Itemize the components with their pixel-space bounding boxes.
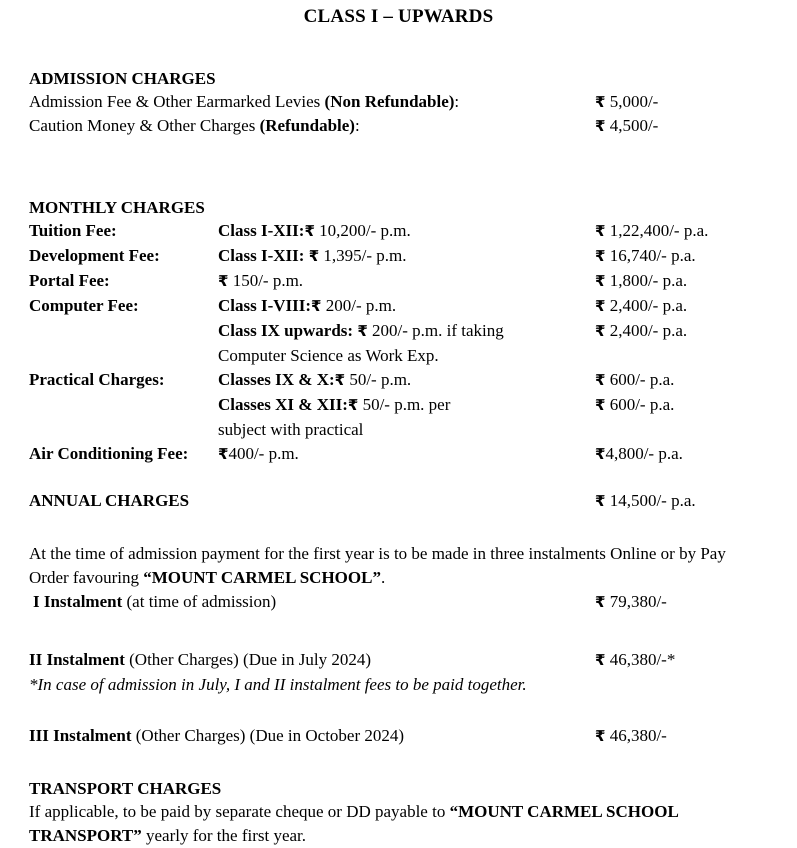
section-heading-transport: TRANSPORT CHARGES bbox=[29, 779, 222, 798]
section-heading-admission: ADMISSION CHARGES bbox=[29, 69, 216, 88]
rupee-icon: ₹ bbox=[308, 248, 320, 265]
rupee-icon: ₹ bbox=[595, 446, 606, 463]
monthly-row-class-range: Classes IX & X: bbox=[218, 370, 335, 389]
monthly-row-monthly-amount: 50/- p.m. bbox=[349, 370, 412, 389]
section-heading-annual: ANNUAL CHARGES bbox=[29, 491, 190, 510]
instalment-description bbox=[33, 590, 595, 614]
rupee-icon: ₹ bbox=[304, 223, 315, 240]
rupee-icon: ₹ bbox=[334, 372, 346, 389]
instalment-detail: (Other Charges) (Due in July 2024) bbox=[124, 650, 372, 669]
section-heading-monthly: MONTHLY CHARGES bbox=[29, 198, 205, 217]
rupee-icon: ₹ bbox=[595, 94, 606, 111]
annual-charges-amount-value: 14,500/- p.a. bbox=[609, 491, 696, 510]
monthly-row-detail bbox=[218, 368, 595, 393]
admission-row-colon: : bbox=[454, 92, 460, 111]
monthly-row-annual-value: 2,400/- p.a. bbox=[609, 296, 688, 315]
monthly-row-class-range: Class IX upwards: bbox=[218, 321, 354, 340]
spacer bbox=[0, 29, 797, 67]
fee-structure-document bbox=[0, 5, 797, 845]
rupee-icon: ₹ bbox=[595, 493, 606, 510]
rupee-icon: ₹ bbox=[218, 273, 229, 290]
spacer bbox=[0, 697, 797, 724]
instalment-amount bbox=[595, 590, 797, 615]
monthly-row-label: Air Conditioning Fee: bbox=[29, 444, 189, 463]
monthly-row-detail: Computer Science as Work Exp. bbox=[218, 346, 439, 365]
monthly-row bbox=[0, 442, 797, 467]
transport-text-end: yearly for the first year. bbox=[141, 826, 307, 845]
spacer bbox=[0, 514, 797, 542]
instalment-footnote: *In case of admission in July, I and II instalment fees to be paid together. bbox=[29, 675, 527, 694]
monthly-row-annual bbox=[595, 368, 797, 393]
monthly-row-detail bbox=[218, 244, 595, 269]
monthly-row-class-range: Class I-XII: bbox=[218, 246, 305, 265]
admission-row bbox=[0, 90, 797, 114]
instalment-amount-value: 46,380/- bbox=[609, 726, 667, 745]
monthly-row-monthly-amount: 200/- p.m. if taking bbox=[372, 321, 504, 340]
admission-row-description bbox=[29, 114, 595, 137]
admission-row-amount-value: 4,500/- bbox=[609, 116, 659, 135]
monthly-row-label: Practical Charges: bbox=[29, 370, 165, 389]
rupee-icon: ₹ bbox=[218, 446, 229, 463]
monthly-row-label: Development Fee: bbox=[29, 246, 160, 265]
monthly-row-annual bbox=[595, 219, 797, 244]
monthly-row-annual bbox=[595, 244, 797, 269]
admission-row-text: Admission Fee & Other Earmarked Levies bbox=[29, 92, 325, 111]
rupee-icon: ₹ bbox=[595, 118, 606, 135]
monthly-row-label: Tuition Fee: bbox=[29, 221, 117, 240]
transport-text-start: If applicable, to be paid by separate cheque or DD payable to bbox=[29, 802, 450, 821]
payment-instructions-text-end: . bbox=[380, 568, 386, 587]
monthly-row-annual bbox=[595, 319, 797, 344]
monthly-row-annual-value: 16,740/- p.a. bbox=[609, 246, 696, 265]
monthly-row-monthly-amount: 1,395/- p.m. bbox=[323, 246, 407, 265]
monthly-row-annual-value: 1,22,400/- p.a. bbox=[609, 221, 709, 240]
rupee-icon: ₹ bbox=[595, 298, 606, 315]
monthly-row-continuation bbox=[0, 344, 797, 368]
instalment-detail: (Other Charges) (Due in October 2024) bbox=[131, 726, 405, 745]
rupee-icon: ₹ bbox=[595, 223, 606, 240]
monthly-row-annual bbox=[595, 294, 797, 319]
spacer bbox=[0, 615, 797, 648]
payment-instructions-text: At the time of admission payment for the first year is to be made in three instalments Online or by Pay Order favouring bbox=[29, 544, 726, 587]
monthly-row bbox=[0, 244, 797, 269]
admission-row-amount bbox=[595, 114, 797, 138]
monthly-row-detail: subject with practical bbox=[218, 420, 364, 439]
school-name: “MOUNT CARMEL SCHOOL” bbox=[143, 568, 381, 587]
monthly-row-detail bbox=[218, 442, 595, 467]
monthly-row-detail bbox=[218, 269, 595, 294]
instalment-row bbox=[0, 648, 797, 673]
spacer bbox=[0, 749, 797, 777]
rupee-icon: ₹ bbox=[595, 248, 606, 265]
monthly-row-monthly-amount: 150/- p.m. bbox=[232, 271, 304, 290]
monthly-row-continuation bbox=[0, 418, 797, 442]
instalment-amount-value: 79,380/- bbox=[609, 592, 667, 611]
instalment-description bbox=[29, 648, 595, 672]
monthly-row-label: Computer Fee: bbox=[29, 296, 139, 315]
monthly-row-annual-value: 600/- p.a. bbox=[609, 395, 675, 414]
admission-row bbox=[0, 114, 797, 138]
monthly-row-detail bbox=[218, 393, 595, 418]
monthly-row-annual-value: 4,800/- p.a. bbox=[605, 444, 683, 463]
rupee-icon: ₹ bbox=[595, 372, 606, 389]
monthly-row-class-range: Classes XI & XII: bbox=[218, 395, 348, 414]
monthly-row-monthly-amount: 400/- p.m. bbox=[228, 444, 299, 463]
monthly-row-detail bbox=[218, 319, 595, 344]
monthly-row-detail bbox=[218, 219, 595, 244]
monthly-row-annual bbox=[595, 269, 797, 294]
monthly-row-monthly-amount: 50/- p.m. per bbox=[362, 395, 451, 414]
payment-instructions-paragraph bbox=[0, 542, 797, 590]
annual-charges-amount bbox=[595, 489, 797, 514]
rupee-icon: ₹ bbox=[595, 273, 606, 290]
monthly-row bbox=[0, 393, 797, 418]
admission-row-colon: : bbox=[354, 116, 360, 135]
admission-row-refund-note: (Refundable) bbox=[259, 116, 355, 135]
monthly-row bbox=[0, 219, 797, 244]
spacer bbox=[0, 467, 797, 489]
rupee-icon: ₹ bbox=[595, 323, 606, 340]
monthly-row bbox=[0, 319, 797, 344]
instalment-description bbox=[29, 724, 595, 748]
monthly-row-annual-value: 2,400/- p.a. bbox=[609, 321, 688, 340]
monthly-row-label: Portal Fee: bbox=[29, 271, 110, 290]
rupee-icon: ₹ bbox=[311, 298, 322, 315]
admission-row-amount bbox=[595, 90, 797, 114]
admission-row-amount-value: 5,000/- bbox=[609, 92, 659, 111]
monthly-row-monthly-amount: 200/- p.m. bbox=[325, 296, 397, 315]
page-title: CLASS I – UPWARDS bbox=[303, 6, 494, 27]
instalment-label: II Instalment bbox=[29, 650, 125, 669]
monthly-row bbox=[0, 368, 797, 393]
transport-charges-text bbox=[0, 800, 797, 848]
admission-row-text: Caution Money & Other Charges bbox=[29, 116, 260, 135]
rupee-icon: ₹ bbox=[357, 323, 368, 340]
rupee-icon: ₹ bbox=[595, 397, 606, 414]
monthly-row-annual bbox=[595, 442, 797, 467]
admission-row-refund-note: (Non Refundable) bbox=[324, 92, 455, 111]
rupee-icon: ₹ bbox=[595, 594, 606, 611]
spacer bbox=[0, 138, 797, 196]
instalment-amount bbox=[595, 648, 797, 673]
rupee-icon: ₹ bbox=[595, 652, 606, 669]
instalment-amount-value: 46,380/-* bbox=[609, 650, 676, 669]
monthly-row-class-range: Class I-XII: bbox=[218, 221, 305, 240]
instalment-row bbox=[0, 724, 797, 749]
monthly-row-detail bbox=[218, 294, 595, 319]
monthly-row-annual-value: 1,800/- p.a. bbox=[609, 271, 688, 290]
annual-charges-row bbox=[0, 489, 797, 514]
instalment-label: III Instalment bbox=[29, 726, 132, 745]
monthly-row-annual-value: 600/- p.a. bbox=[609, 370, 675, 389]
admission-row-description bbox=[29, 90, 595, 113]
rupee-icon: ₹ bbox=[595, 728, 606, 745]
monthly-row-monthly-amount: 10,200/- p.m. bbox=[319, 221, 411, 240]
instalment-row bbox=[0, 590, 797, 615]
transport-name: “MOUNT CARMEL SCHOOL TRANSPORT” bbox=[29, 802, 678, 845]
monthly-row-class-range: Class I-VIII: bbox=[218, 296, 312, 315]
monthly-row-annual bbox=[595, 393, 797, 418]
monthly-row bbox=[0, 294, 797, 319]
instalment-label: I Instalment bbox=[33, 592, 123, 611]
rupee-icon: ₹ bbox=[347, 397, 359, 414]
instalment-amount bbox=[595, 724, 797, 749]
instalment-detail: (at time of admission) bbox=[122, 592, 277, 611]
monthly-row bbox=[0, 269, 797, 294]
